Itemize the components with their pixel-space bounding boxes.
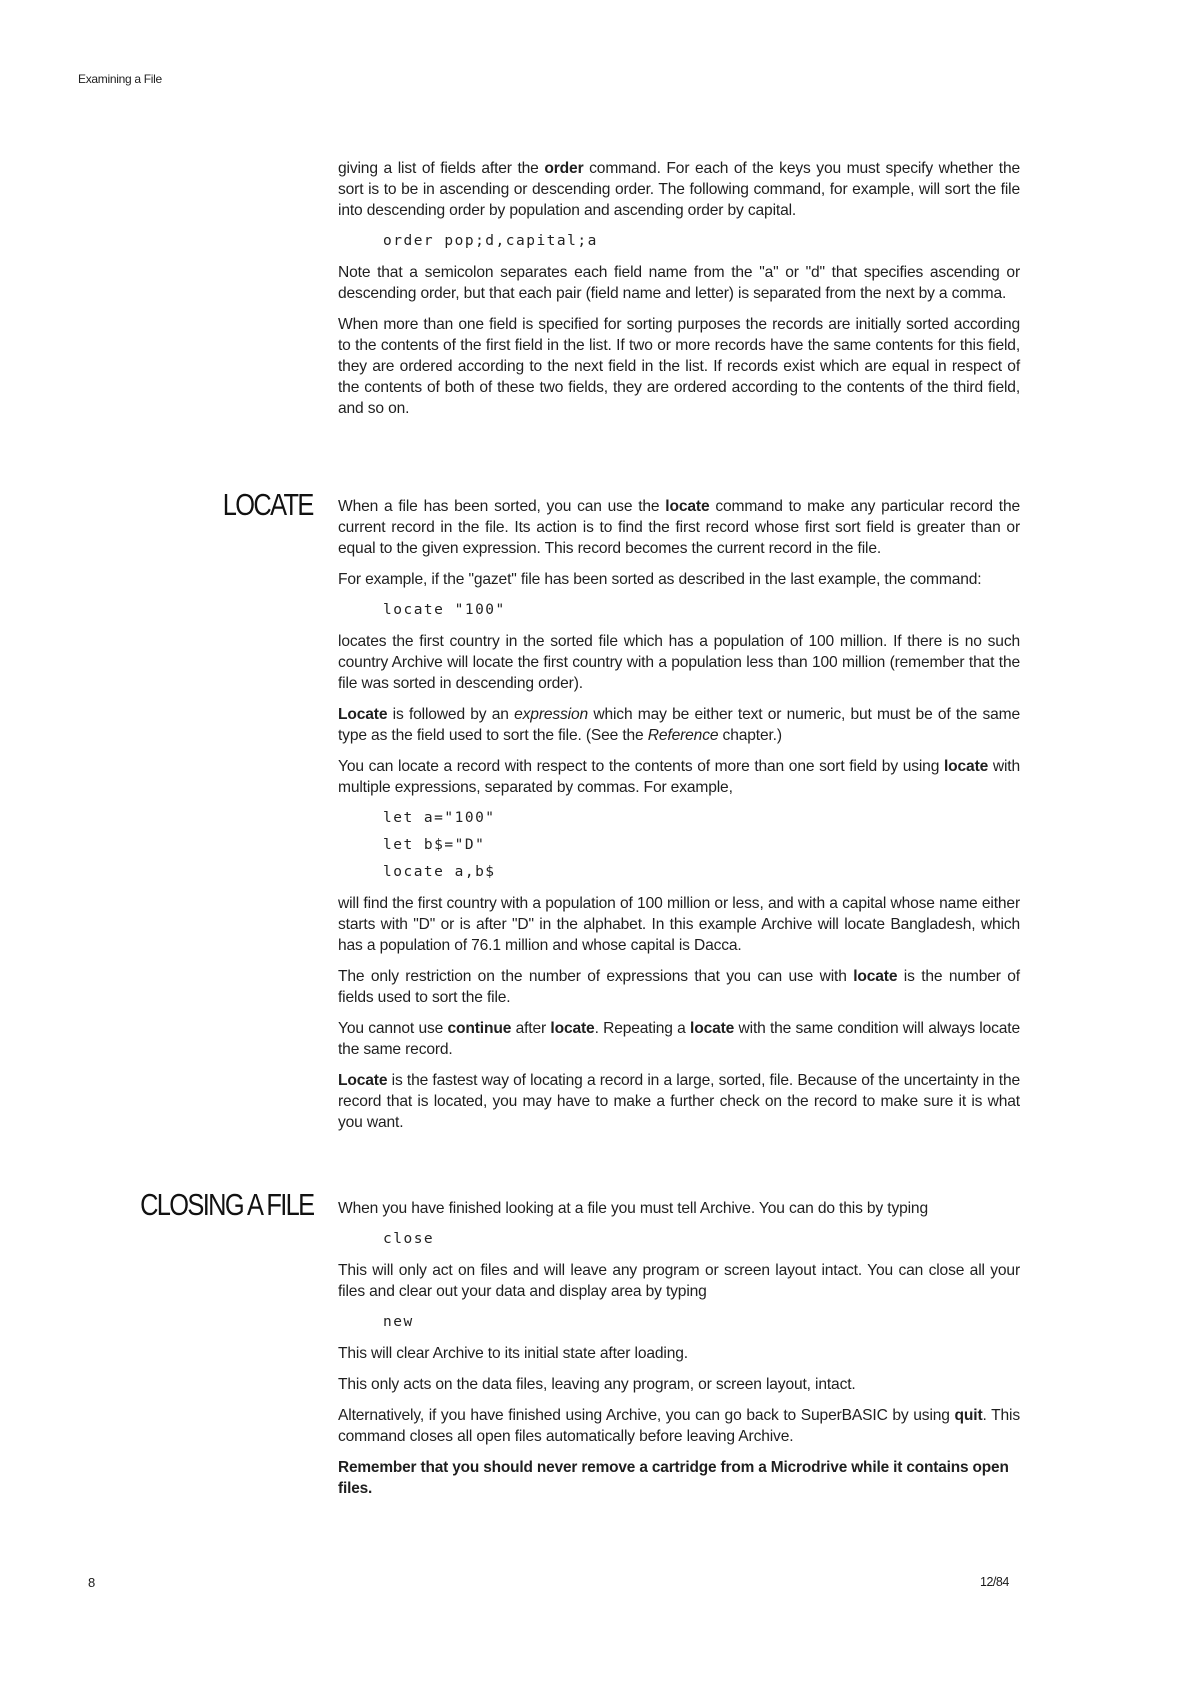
- paragraph: The only restriction on the number of expressions that you can use with locate is the number of fields used to sort the file.: [338, 968, 1020, 1006]
- code-example: let a="100": [383, 810, 496, 826]
- closing-a-file-heading: CLOSING A FILE: [139, 1187, 313, 1222]
- paragraph: Alternatively, if you have finished using Archive, you can go back to SuperBASIC by using quit. This command closes all open files automatically before leaving Archive.: [338, 1407, 1020, 1445]
- paragraph: will find the first country with a population of 100 million or less, and with a capital whose name either starts with "D" or is after "D" in the alphabet. In this example Archive will locate Bangladesh, which has a population of 76.1 million and whose capital is Dacca.: [338, 895, 1020, 954]
- paragraph: When you have finished looking at a file you must tell Archive. You can do this by typing: [338, 1200, 928, 1217]
- paragraph: Locate is followed by an expression which may be either text or numeric, but must be of the same type as the field used to sort the file. (See the Reference chapter.): [338, 706, 1020, 744]
- warning-note: Remember that you should never remove a cartridge from a Microdrive while it contains open files.: [338, 1459, 1009, 1497]
- paragraph: This will only act on files and will leave any program or screen layout intact. You can close all your files and clear out your data and display area by typing: [338, 1262, 1020, 1300]
- code-example: locate "100": [383, 602, 506, 618]
- paragraph: This will clear Archive to its initial state after loading.: [338, 1345, 688, 1362]
- page-number: 8: [88, 1575, 96, 1590]
- code-example: order pop;d,capital;a: [383, 233, 598, 249]
- paragraph: locates the first country in the sorted file which has a population of 100 million. If there is no such country Archive will locate the first country with a population less than 100 million (remember that the file was sorted in descending order).: [338, 633, 1020, 692]
- footer-date: 12/84: [980, 1575, 1009, 1589]
- paragraph: Locate is the fastest way of locating a record in a large, sorted, file. Because of the uncertainty in the record that is located, you may have to make a further check on the record to make sure it is what you want.: [338, 1072, 1020, 1131]
- code-example: let b$="D": [383, 837, 486, 853]
- code-example: locate a,b$: [383, 864, 496, 880]
- closing-section: [338, 1198, 1020, 1509]
- paragraph: giving a list of fields after the order command. For each of the keys you must specify whether the sort is to be in ascending or descending order. The following command, for example, will sort the file into descending order by population and ascending order by capital.: [338, 160, 1020, 219]
- paragraph: This only acts on the data files, leaving any program, or screen layout, intact.: [338, 1376, 856, 1393]
- running-head: Examining a File: [78, 72, 162, 86]
- paragraph: When more than one field is specified for sorting purposes the records are initially sorted according to the contents of the first field in the list. If two or more records have the same contents for this field, they are ordered according to the next field in the list. If records exist which are equal in respect of the contents of both of these two fields, they are ordered according to the contents of the third field, and so on.: [338, 316, 1020, 417]
- paragraph: Note that a semicolon separates each field name from the "a" or "d" that specifies ascending or descending order, but that each pair (field name and letter) is separated from the next by a comma.: [338, 264, 1020, 302]
- order-continuation-section: [338, 158, 1020, 429]
- locate-heading: LOCATE: [223, 487, 313, 522]
- paragraph: You can locate a record with respect to the contents of more than one sort field by using locate with multiple expressions, separated by commas. For example,: [338, 758, 1020, 796]
- code-example: close: [383, 1231, 435, 1247]
- locate-section: [338, 496, 1020, 1143]
- paragraph: For example, if the "gazet" file has been sorted as described in the last example, the command:: [338, 571, 982, 588]
- paragraph: When a file has been sorted, you can use the locate command to make any particular record the current record in the file. Its action is to find the first record whose first sort field is greater than or equal to the given expression. This record becomes the current record in the file.: [338, 498, 1020, 557]
- code-example: new: [383, 1314, 414, 1330]
- paragraph: You cannot use continue after locate. Repeating a locate with the same condition will always locate the same record.: [338, 1020, 1020, 1058]
